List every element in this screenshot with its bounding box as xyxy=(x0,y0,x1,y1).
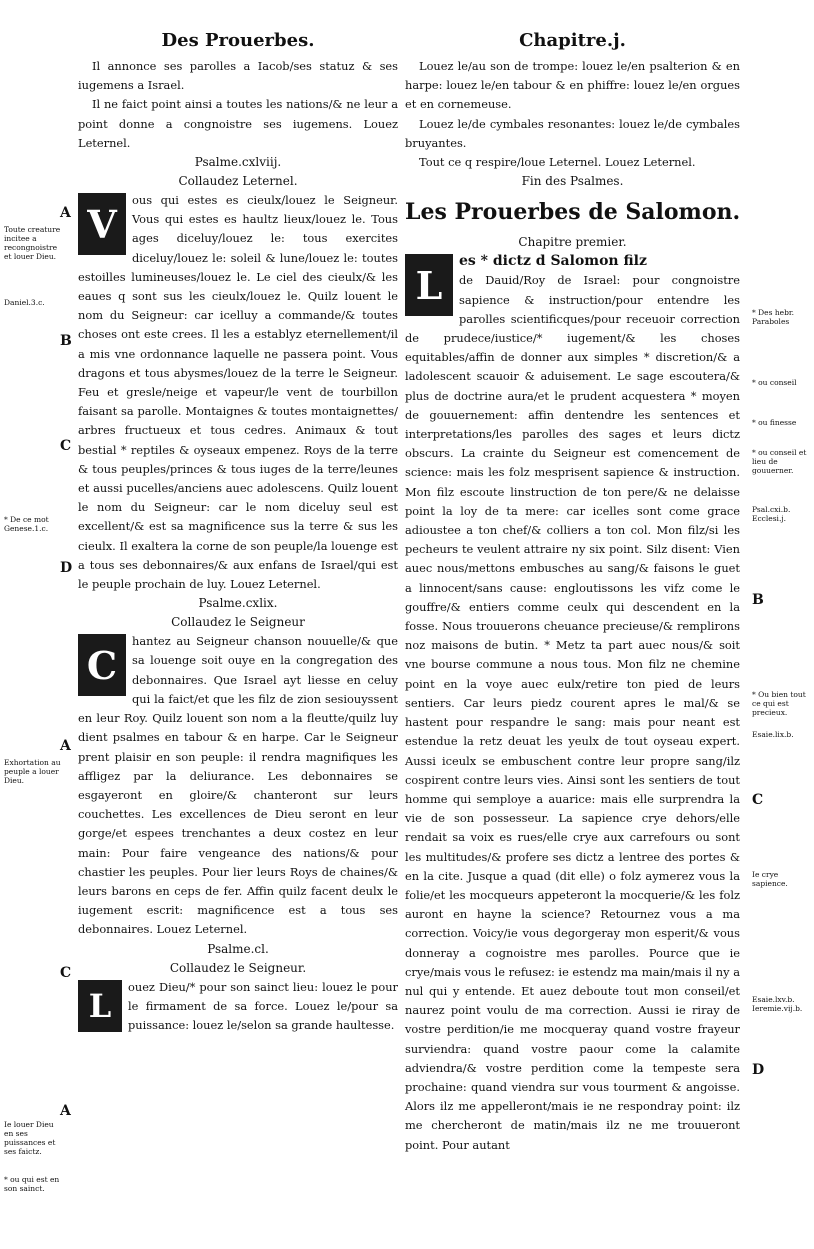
margin-letter: C xyxy=(752,792,764,808)
drop-cap: V xyxy=(78,193,126,255)
psalm-title: Psalme.cxlix. xyxy=(198,596,278,611)
lead-line: es * dictz d Salomon filz xyxy=(459,253,647,270)
psalm-148-body xyxy=(78,191,398,594)
paragraph: Il annonce ses parolles a Iacob/ses statuz & ses iugemens a Israel. xyxy=(78,59,398,93)
margin-gloss: Psal.cxi.b. Ecclesi.j. xyxy=(752,505,791,523)
margin-letter: C xyxy=(60,965,72,981)
margin-gloss: * ou conseil xyxy=(752,378,797,387)
psalm-text: ouez Dieu/* pour son sainct lieu: louez le pour le firmament de sa force. Louez le/pour sa puissance: louez le/selon sa grande haultesse. xyxy=(128,979,398,1032)
margin-gloss: Ie crye sapience. xyxy=(752,870,788,888)
paragraph: Louez le/de cymbales resonantes: louez le/de cymbales bruyantes. xyxy=(405,116,740,150)
psalm-title: Psalme.cxlviij. xyxy=(194,155,282,170)
psalm-149-body xyxy=(78,632,398,939)
paragraph: Louez le/au son de trompe: louez le/en psalterion & en harpe: louez le/en tabour & en phiffre: louez le/en orgues et en cornemeuse. xyxy=(405,59,740,112)
psalm-title: Psalme.cl. xyxy=(207,941,269,956)
margin-letter: B xyxy=(752,592,764,608)
book-title: Les Prouerbes de Salomon. xyxy=(405,199,741,226)
paragraph: Il ne faict point ainsi a toutes les nations/& ne leur a point donne a congnoistre ses iugemens. Louez Leternel. xyxy=(78,97,398,150)
drop-cap: C xyxy=(78,634,126,696)
proverbs-body xyxy=(405,252,740,1155)
margin-gloss: Toute creature incitee a recongnoistre et louer Dieu. xyxy=(4,225,61,261)
margin-gloss: * Des hebr. Paraboles xyxy=(752,308,795,326)
psalm-subtitle: Collaudez le Seigneur. xyxy=(169,960,307,975)
margin-letter: D xyxy=(752,1062,765,1078)
psalm-text: ous qui estes es cieulx/louez le Seigneur. Vous qui estes es haultz lieux/louez le. Tous ages diceluy/louez le: tous exercites diceluy/louez le: soleil & lune/louez le: toutes estoilles lumineuses/louez le. Le ciel des cieulx/& les eaues q sont sus les cieulx/louez le. Quilz louent le nom du Seigneur: car icelluy a commande/& toutes choses ont este crees. Il les a establyz eternellement/il a mis vne ordonnance laquelle ne passera point. Vous dragons et tous abysmes/louez de la terre le Seigneur. Feu et gresle/neige et vapeur/le vent de tourbillon faisant sa parolle. Montaignes & toutes montaignettes/ arbres fructueux et tous cedres. Animaux & tout bestial * reptiles & oyseaux empenez. Roys de la terre & tous peuples/princes & tous iuges de la terre/leunes et aussi pucelles/anciens auec adolescens. Quilz louent le nom du Seigneur: car le nom diceluy seul est excellent/& est sa magnificence sus la terre & sus les cieulx. Il exaltera la corne de son peuple/la louenge est a tous ses debonnaires/& aux enfans de Israel/qui est le peuple prochain de luy. Louez Leternel. xyxy=(78,193,398,592)
drop-cap: L xyxy=(405,254,453,316)
margin-letter: A xyxy=(60,1103,71,1119)
margin-letter: A xyxy=(60,738,71,754)
drop-cap: L xyxy=(78,980,122,1032)
margin-gloss: Ie louer Dieu en ses puissances et ses faictz. xyxy=(4,1120,56,1156)
running-head-right: Chapitre.j. xyxy=(519,30,626,51)
margin-gloss: * De ce mot Genese.1.c. xyxy=(4,515,49,533)
margin-gloss: * ou finesse xyxy=(752,418,797,427)
margin-gloss: Daniel.3.c. xyxy=(4,298,45,307)
margin-letter: A xyxy=(60,205,71,221)
proverbs-text: de Dauid/Roy de Israel: pour congnoistre sapience & instruction/pour entendre les parolles scientificques/pour receuoir correction de prudece/iustice/* iugement/& les choses equitables/affin de donner aux simples * discretion/& a ladolescent scauoir & aduisement. Le sage escoutera/& plus de doctrine aura/et le prudent acquestera * moyen de gouuernement: affin dentendre les sentences et interpretations/les parolles des sages et leurs dictz obscurs. La crainte du Seigneur est comencement de science: mais les folz mesprisent sapience & instruction. Mon filz escoute linstruction de ton pere/& ne delaisse point la loy de ta mere: car icelles sont come grace adioustee a ton chef/& colliers a ton col. Mon filz/si les pecheurs te veulent attraire ny six point. Silz disent: Vien auec nous/mettons embusches au sang/& faisons le guet a linnocent/sans cause: engloutissons les vifz come le gouffre/& entiers comme ceulx qui descendent en la fosse. Nous trouuerons cheuance precieuse/& remplirons noz maisons de butin. * Metz ta part auec nous/& soit vne bourse commune a nous tous. Mon filz ne chemine point en la voye auec eulx/retire ton pied de leurs sentiers. Car leurs piedz courent apres le mal/& se hastent pour respandre le sang: mais pour neant est estendue la retz deuat les yeulx de tout oyseau expert. Aussi iceulx se embuschent contre leur propre sang/ilz cospirent contre leurs vies. Ainsi sont les sentiers de tout homme qui semploye a auarice: mais elle surprendra la vie de son possesseur. La sapience crye dehors/elle rendait sa voix es rues/elle crye aux carrefours ou sont les multitudes/& profere ses dictz a lentree des portes & en la cite. Jusque a quad (dit elle) o folz aymerez vous la folie/et les mocqueurs appeteront la mocquerie/& les folz auront en hayne la science? Retournez vous a ma correction. Voicy/ie vous degorgeray mon esperit/& vous donneray a cognoistre mes parolles. Pource que ie crye/mais vous le refusez: ie estendz ma main/mais il ny a nul qui y entende. Et auez deboute tout mon conseil/et naurez point voulu de ma correction. Aussi ie riray de vostre perdition/ie me mocqueray quand vostre frayeur surviendra: quand vostre paour come la calamite adviendra/& vostre perdition come la tempeste sera prochaine: quand viendra sur vous tourment & angoisse. Alors ilz me appelleront/mais ie ne respondray point: ilz me chercheront de matin/mais ilz ne me trouueront point. Pour autant xyxy=(405,273,740,1152)
margin-letter: C xyxy=(60,438,72,454)
running-head-left: Des Prouerbes. xyxy=(161,30,315,51)
psalm-150-body xyxy=(78,978,398,1036)
margin-gloss: Esaie.lxv.b. Ieremie.vij.b. xyxy=(752,995,803,1013)
right-column xyxy=(405,30,740,1155)
margin-gloss: * Ou bien tout ce qui est precieux. xyxy=(752,690,806,717)
left-column xyxy=(78,30,398,1035)
chapter-heading: Chapitre premier. xyxy=(518,235,627,250)
paragraph: Tout ce q respire/loue Leternel. Louez Leternel. xyxy=(419,155,696,170)
end-of-psalms: Fin des Psalmes. xyxy=(521,174,624,189)
psalm-text: hantez au Seigneur chanson nouuelle/& que sa louenge soit ouye en la congregation des debonnaires. Que Israel ayt liesse en celuy qui la faict/et que les filz de zion sesiouyssent en leur Roy. Quilz louent son nom a la fleutte/quilz luy dient psalmes en tabour & en harpe. Car le Seigneur prent plaisir en son peuple: il rendra magnifiques les affligez par la deliurance. Les debonnaires se esgayeront en gloire/& chanteront sur leurs couchettes. Les excellences de Dieu seront en leur gorge/et espees trenchantes a deux costez en leur main: Pour faire vengeance des nations/& pour chastier les peuples. Pour lier leurs Roys de chaines/& leurs barons en ceps de fer. Affin quilz facent deulx le iugement escrit: magnificence est a tous ses debonnaires. Louez Leternel. xyxy=(78,634,398,937)
margin-letter: B xyxy=(60,333,72,349)
psalm-subtitle: Collaudez Leternel. xyxy=(178,174,298,189)
psalm-subtitle: Collaudez le Seigneur xyxy=(171,615,305,630)
margin-gloss: Exhortation au peuple a louer Dieu. xyxy=(4,758,61,785)
margin-gloss: * ou qui est en son sainct. xyxy=(4,1175,60,1193)
margin-gloss: * ou conseil et lieu de gouuerner. xyxy=(752,448,807,475)
margin-gloss: Esaie.lix.b. xyxy=(752,730,794,739)
margin-letter: D xyxy=(60,560,73,576)
